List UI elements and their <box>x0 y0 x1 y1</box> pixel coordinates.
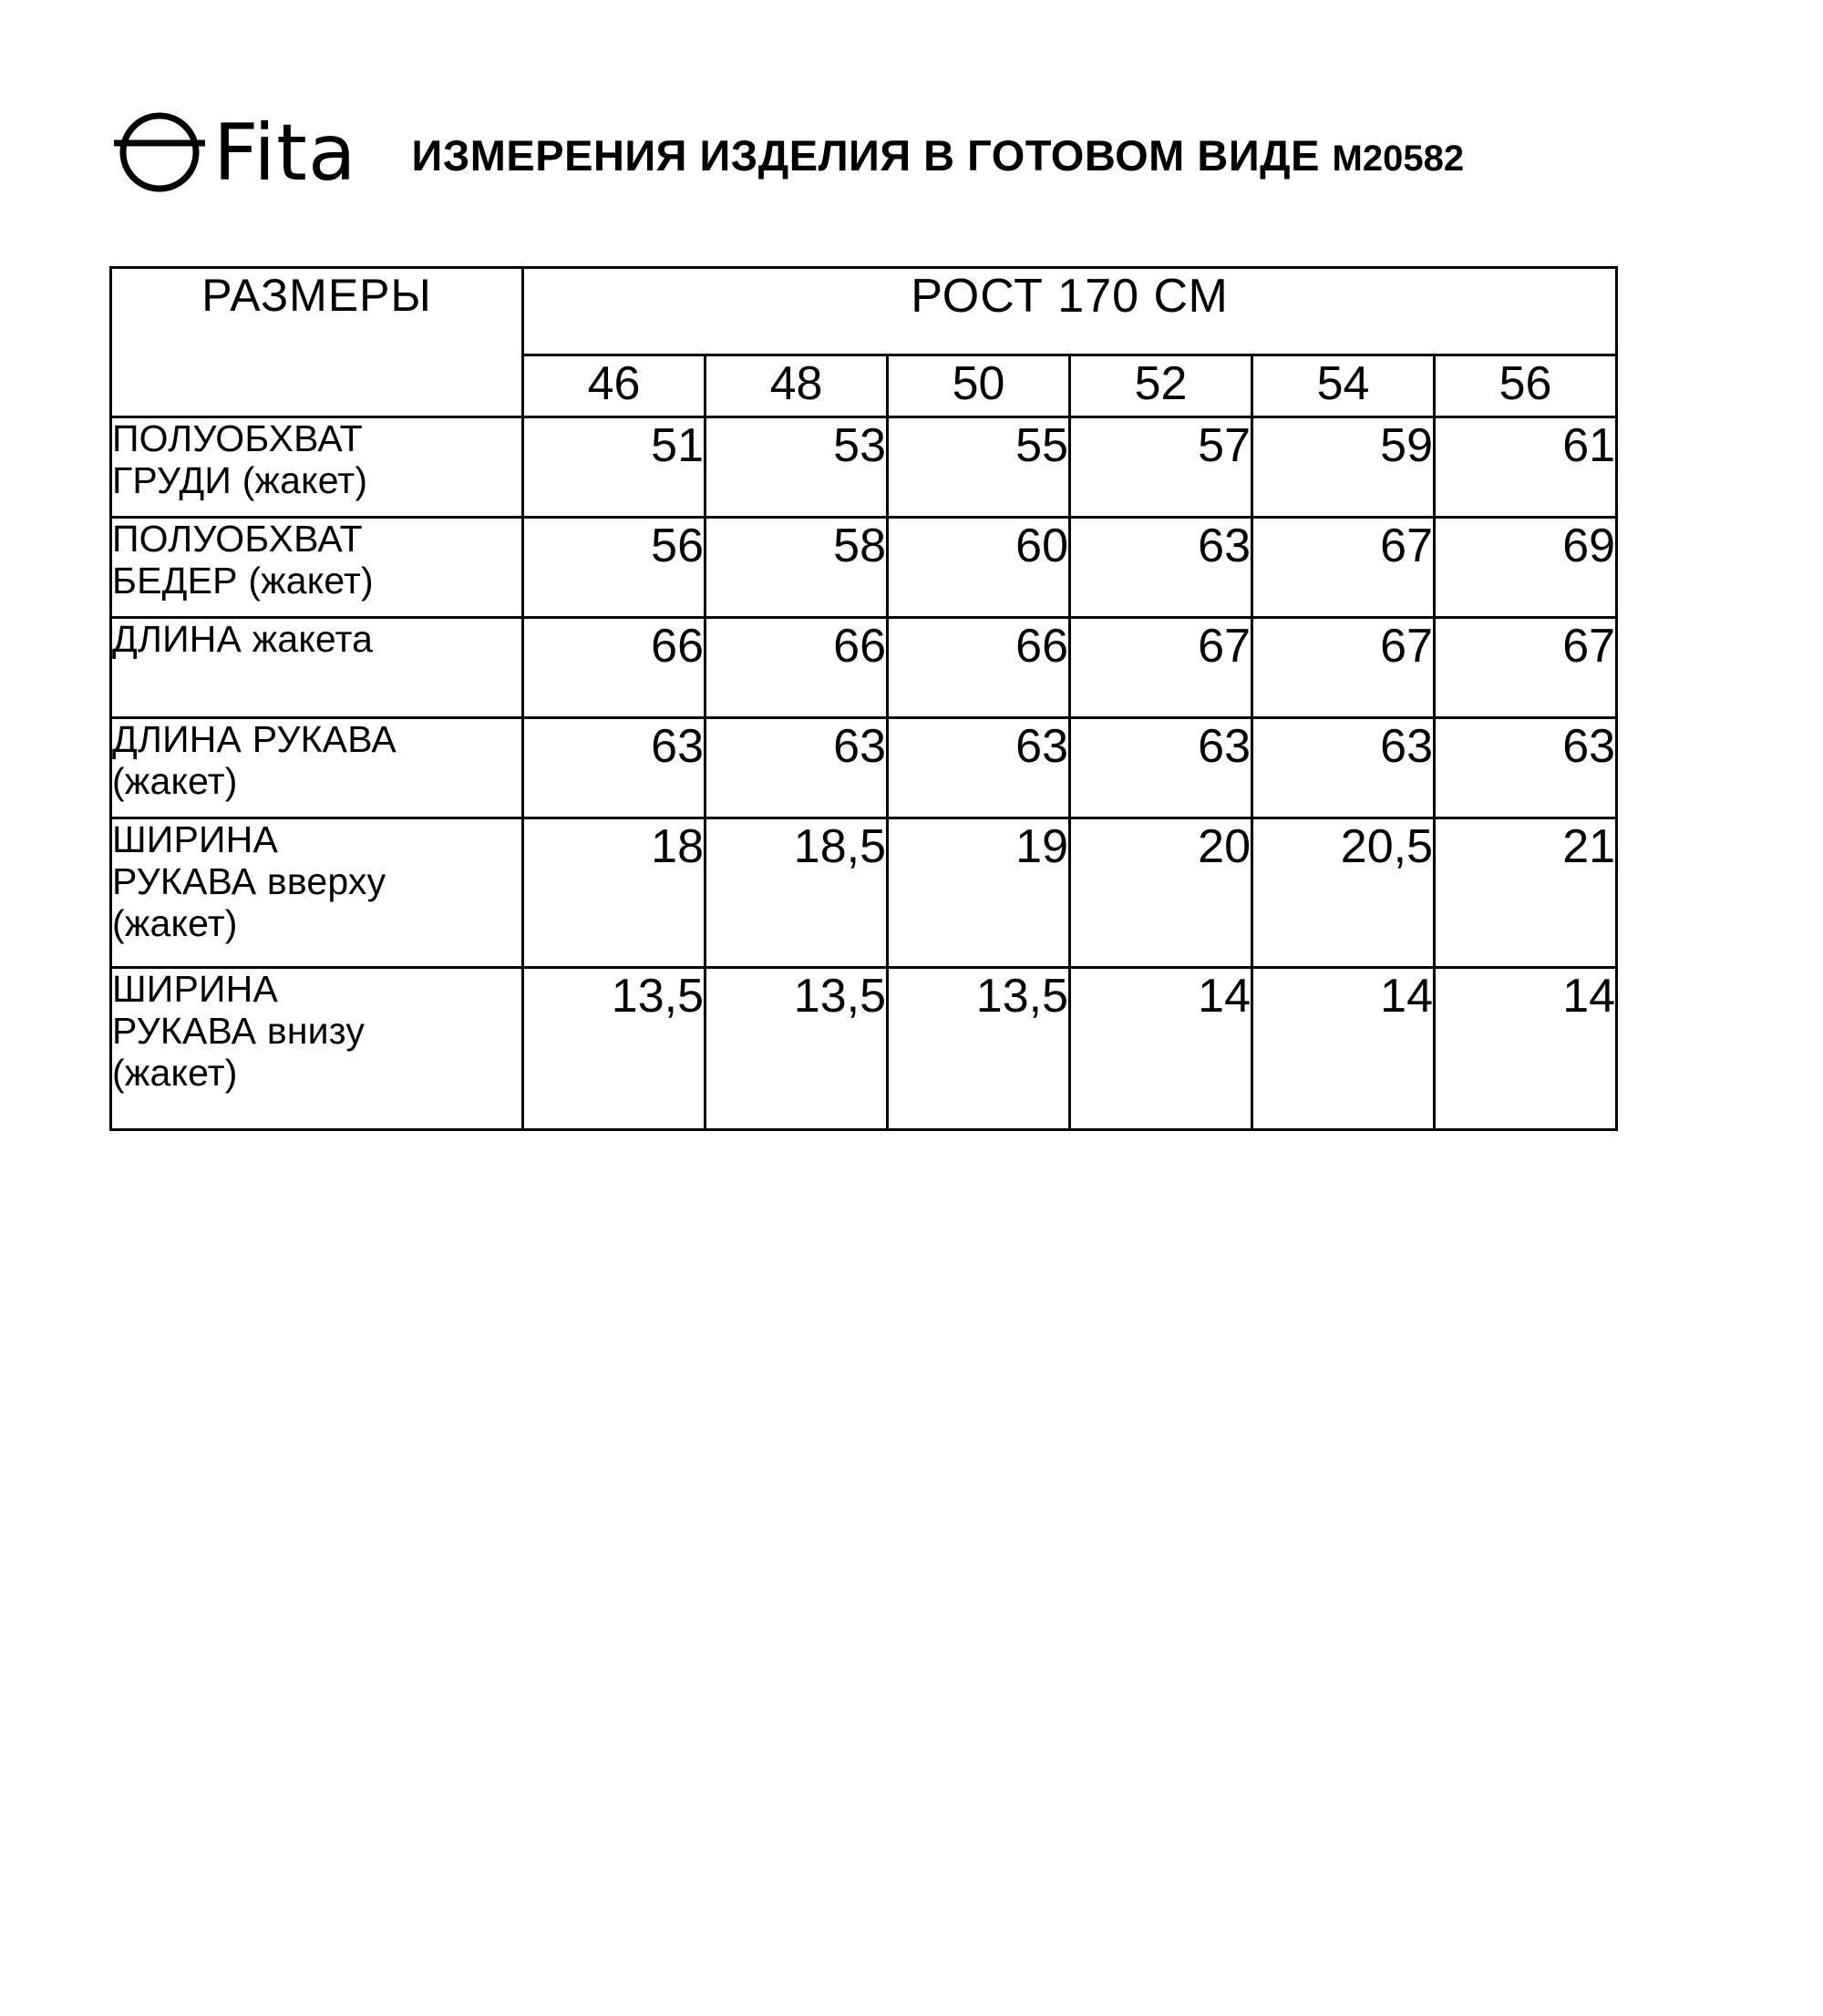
row-label-line2: БЕДЕР (жакет) <box>112 559 374 602</box>
brand-name: Fita <box>213 108 357 199</box>
cell-value: 53 <box>706 417 888 518</box>
fita-circle-logo-icon <box>109 105 210 196</box>
row-label-line1: ШИРИНА <box>112 818 279 860</box>
cell-value: 14 <box>1252 968 1435 1130</box>
row-label-jacket-length <box>111 618 523 718</box>
cell-value: 14 <box>1070 968 1252 1130</box>
row-label-line2: (жакет) <box>112 759 238 802</box>
cell-value: 51 <box>523 417 706 518</box>
cell-value: 66 <box>888 618 1070 718</box>
page-title-text: ИЗМЕРЕНИЯ ИЗДЕЛИЯ В ГОТОВОМ ВИДЕ <box>411 130 1320 180</box>
row-label-line2: ГРУДИ (жакет) <box>112 458 368 501</box>
cell-value: 63 <box>1252 718 1435 818</box>
row-label-line1: ДЛИНА РУКАВА <box>112 718 397 760</box>
table-row <box>111 618 1617 718</box>
cell-value: 66 <box>706 618 888 718</box>
cell-value: 13,5 <box>523 968 706 1130</box>
cell-value: 60 <box>888 518 1070 618</box>
cell-value: 63 <box>1435 718 1617 818</box>
table-row <box>111 417 1617 518</box>
row-label-line1: ДЛИНА жакета <box>112 618 374 660</box>
row-label-line1: ПОЛУОБХВАТ <box>112 518 363 560</box>
brand-logo <box>109 105 357 199</box>
cell-value: 57 <box>1070 417 1252 518</box>
measurements-table <box>109 266 1618 1131</box>
row-label-line1: ПОЛУОБХВАТ <box>112 417 363 459</box>
cell-value: 67 <box>1252 518 1435 618</box>
row-label-sleeve-length <box>111 718 523 818</box>
cell-value: 14 <box>1435 968 1617 1130</box>
header-size-54: 54 <box>1252 355 1435 417</box>
cell-value: 13,5 <box>706 968 888 1130</box>
row-label-line2: РУКАВА внизу <box>112 1009 366 1052</box>
header-size-52: 52 <box>1070 355 1252 417</box>
table-row <box>111 518 1617 618</box>
cell-value: 13,5 <box>888 968 1070 1130</box>
cell-value: 18,5 <box>706 818 888 968</box>
table-header-row-group <box>111 268 1617 355</box>
row-label-sleeve-width-top <box>111 818 523 968</box>
cell-value: 19 <box>888 818 1070 968</box>
row-label-line3: (жакет) <box>112 1051 238 1094</box>
cell-value: 55 <box>888 417 1070 518</box>
cell-value: 63 <box>1070 718 1252 818</box>
cell-value: 18 <box>523 818 706 968</box>
cell-value: 20 <box>1070 818 1252 968</box>
table-row <box>111 718 1617 818</box>
header-size-50: 50 <box>888 355 1070 417</box>
header-height-group: РОСТ 170 СМ <box>523 268 1617 355</box>
cell-value: 56 <box>523 518 706 618</box>
header-sizes-label: РАЗМЕРЫ <box>111 268 523 417</box>
row-label-sleeve-width-bottom <box>111 968 523 1130</box>
page-title <box>412 130 1465 180</box>
row-label-line1: ШИРИНА <box>112 968 279 1010</box>
cell-value: 63 <box>706 718 888 818</box>
cell-value: 58 <box>706 518 888 618</box>
header-size-48: 48 <box>706 355 888 417</box>
cell-value: 67 <box>1070 618 1252 718</box>
cell-value: 59 <box>1252 417 1435 518</box>
article-code: М20582 <box>1332 138 1465 179</box>
cell-value: 21 <box>1435 818 1617 968</box>
cell-value: 66 <box>523 618 706 718</box>
row-label-chest-half-girth <box>111 417 523 518</box>
document-header <box>109 100 1714 201</box>
table-row <box>111 968 1617 1130</box>
header-size-56: 56 <box>1435 355 1617 417</box>
header-size-46: 46 <box>523 355 706 417</box>
cell-value: 69 <box>1435 518 1617 618</box>
row-label-hip-half-girth <box>111 518 523 618</box>
cell-value: 63 <box>888 718 1070 818</box>
table-row <box>111 818 1617 968</box>
row-label-line2: РУКАВА вверху <box>112 859 386 902</box>
cell-value: 61 <box>1435 417 1617 518</box>
cell-value: 20,5 <box>1252 818 1435 968</box>
row-label-line3: (жакет) <box>112 901 238 944</box>
cell-value: 67 <box>1252 618 1435 718</box>
cell-value: 63 <box>523 718 706 818</box>
cell-value: 63 <box>1070 518 1252 618</box>
cell-value: 67 <box>1435 618 1617 718</box>
